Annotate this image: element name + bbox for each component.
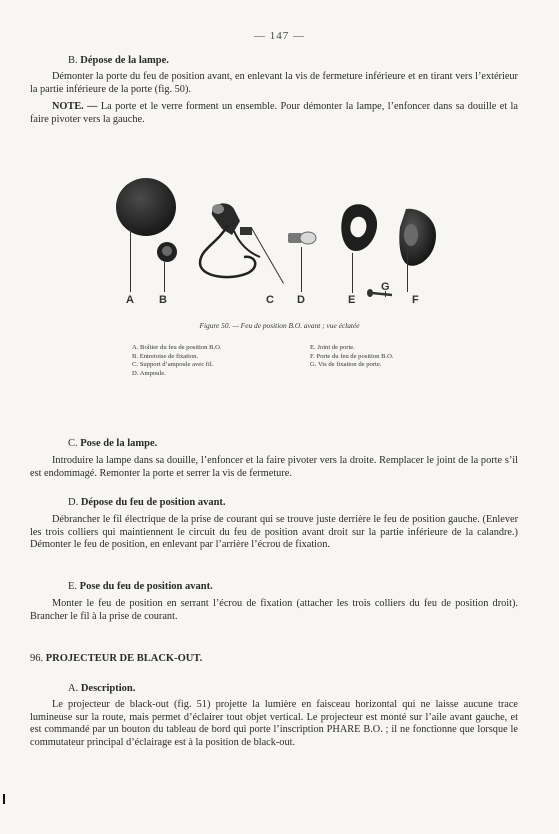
figure-caption: Figure 50. — Feu de position B.O. avant ; vue éclatée [199,321,360,330]
section-e-paragraph: Monter le feu de position en serrant l’écrou de fixation (attacher les trois colliers du feu de position droit). Brancher le fil à la prise de courant. [30,598,518,622]
part-e-gasket [341,204,377,251]
section-96-paragraph: Le projecteur de black-out (fig. 51) projette la lumière en faisceau horizontal qui ne laisse aucune trace lumineuse sur la route, mais permet d’éclairer tout objet vertical. Le projecteur est monté sur l’aile avant gauche, et est commandé par un bouton du tableau de bord qui porte l’inscription PHARE B.O. ; il ne fonctionne que lorsque le commutateur principal d’éclairage est à la position de black-out. [30,699,518,748]
section-b-letter: B. [68,55,78,66]
figure-label-d: D [297,294,305,306]
section-b-heading [68,55,169,66]
figure-legend-left [132,344,222,378]
section-b-title: Dépose de la lampe. [80,55,169,66]
section-96a-letter: A. [68,683,79,694]
page-number: — 147 — [254,30,305,42]
section-d-title: Dépose du feu de position avant. [80,497,226,508]
section-96-heading [30,653,202,664]
section-96-title: PROJECTEUR DE BLACK-OUT. [45,653,203,664]
note-text: La porte et le verre forment un ensemble. Pour démonter la lampe, l’enfoncer dans sa douille et la faire pivoter vers la gauche. [30,101,518,125]
part-d-bulb [288,232,316,244]
section-c-letter: C. [68,438,78,449]
part-c-bulb-holder [200,203,260,277]
leader-line-f [407,252,408,292]
legend-item: C. Support d’ampoule avec fil. [132,361,214,369]
leader-line-d [301,247,302,292]
figure-label-b: B [159,294,167,306]
section-b-note [30,101,518,126]
leader-line-e [352,253,353,293]
section-d-letter: D. [68,497,79,508]
legend-item: F. Porte du feu de position B.O. [310,352,394,360]
section-96-number: 96. [30,653,44,664]
section-e-letter: E. [68,581,78,592]
section-c-title: Pose de la lampe. [80,438,158,449]
section-d-paragraph: Débrancher le fil électrique de la prise de courant qui se trouve juste derrière le feu de position gauche. (Enlever les trois colliers qui maintiennent le circuit du feu de position avant droit sur la partie inférieure de la calandre.) Démonter le feu de position, en enlevant par l’arrière l’écrou de fixation. [30,514,518,551]
section-c-paragraph: Introduire la lampe dans sa douille, l’enfoncer et la faire pivoter vers la droite. Remplacer le joint de la porte s’il est endommagé. Remonter la porte et serrer la vis de fermeture. [30,455,518,479]
part-b-spacer [157,242,177,262]
section-e-title: Pose du feu de position avant. [79,581,213,592]
part-f-door [399,209,436,266]
legend-item: G. Vis de fixation de porte. [310,361,382,369]
section-d-heading [68,497,226,508]
section-e-heading [68,581,213,592]
section-96a-title: Description. [80,683,136,694]
figure-legend-right [310,344,394,370]
leader-line-b [164,262,165,292]
figure-label-f: F [412,294,419,306]
legend-item: B. Entretoise de fixation. [132,352,199,360]
part-a-housing [116,178,176,236]
figure-label-c: C [266,294,274,306]
note-label: NOTE. — [52,101,98,112]
legend-item: D. Ampoule. [132,369,166,377]
margin-mark [3,794,5,804]
leader-line-a [130,228,131,292]
legend-item: E. Joint de porte. [310,344,355,351]
figure-label-a: A [126,294,134,306]
legend-item: A. Boîtier du feu de position B.O. [132,344,222,351]
section-c-heading [68,438,157,449]
figure-label-g: G [381,281,390,293]
figure-label-e: E [348,294,356,306]
section-b-paragraph: Démonter la porte du feu de position avant, en enlevant la vis de fermeture inférieure et en tirant vers l’extérieur la partie inférieure de la porte (fig. 50). [30,71,518,95]
section-96a-heading [68,683,135,694]
